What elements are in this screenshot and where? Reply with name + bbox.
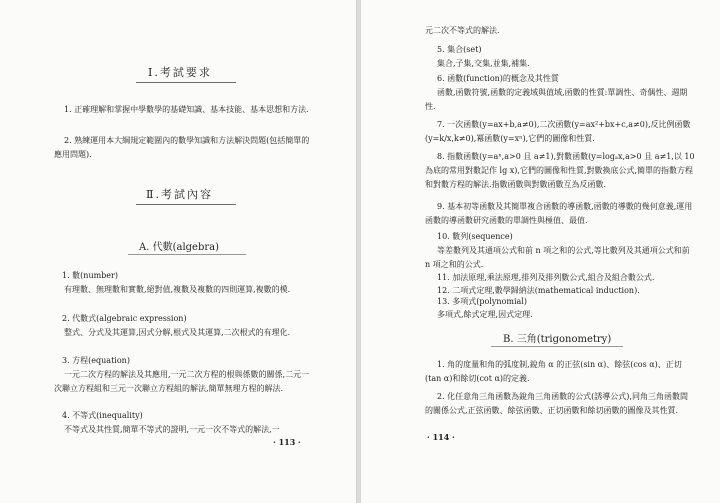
- continued-line: 元二次不等式的解法.: [425, 26, 500, 35]
- item-heading: 4. 不等式(inequality): [62, 411, 143, 420]
- section-title-requirements: Ⅰ.考試要求: [148, 66, 212, 79]
- item-heading: 12. 二項式定理,數學歸納法(mathematical induction).: [437, 286, 640, 295]
- page-number: · 114 ·: [427, 432, 455, 442]
- part-b-title: B. 三角(trigonometry): [503, 334, 612, 345]
- section-title-content: Ⅱ.考試內容: [146, 188, 213, 201]
- title-underline: [136, 82, 236, 83]
- trig-item: 2. 化任意角三角函數為銳角三角函數的公式(誘導公式),同角三角函數間的關係公式,正弦函數、餘弦函數、正切函數和餘切函數的圖像及其性質.: [425, 392, 688, 415]
- item-heading: 10. 數列(sequence): [437, 232, 513, 241]
- item-body: 函數,函數符號,函數的定義域與值域,函數的性質:單調性、奇偶性、週期性.: [425, 88, 688, 111]
- item-body: 多項式,餘式定理,因式定理.: [437, 310, 533, 319]
- part-a-title: A. 代數(algebra): [139, 242, 220, 253]
- requirement-1: 1. 正確理解和掌握中學數學的基礎知識、基本技能、基本思想和方法.: [64, 105, 309, 114]
- page-number: · 113 ·: [273, 437, 301, 447]
- title-underline: [136, 204, 236, 205]
- item-heading: 6. 函數(function)的概念及其性質: [437, 74, 559, 83]
- left-page: [0, 0, 357, 503]
- item-heading: 2. 代數式(algebraic expression): [62, 314, 187, 323]
- item-body: 等差數列及其通項公式和前 n 項之和的公式,等比數列及其通項公式和前 n 項之和的公式.: [425, 246, 690, 269]
- item-heading: 11. 加法原理,乘法原理,排列及排列數公式,組合及組合數公式.: [437, 273, 655, 282]
- title-underline: [128, 254, 246, 255]
- item-body: 9. 基本初等函數及其簡單複合函數的導函數,函數的導數的幾何意義,運用函數的導函數研究函數的單調性與極值、最值.: [425, 202, 693, 225]
- item-body: 不等式及其性質,簡單不等式的證明,一元一次不等式的解法,一: [64, 425, 280, 434]
- title-underline: [491, 346, 623, 347]
- item-heading: 13. 多項式(polynomial): [437, 297, 527, 306]
- item-body: 7. 一次函數(y=ax+b,a≠0),二次函數(y=ax²+bx+c,a≠0),反比例函數(y=k/x,k≠0),冪函數(y=xⁿ),它們的圖像和性質.: [425, 120, 691, 143]
- item-body: 8. 指數函數(y=aˣ,a>0 且 a≠1),對數函數(y=logₐx,a>0 且 a≠1,以 10 為底的常用對數記作 lg x),它們的圖像和性質,對數換底公式,簡單的指數方程和對數方程的解法.指數函數與對數函數互為反函數.: [425, 152, 695, 189]
- item-body: 集合,子集,交集,並集,補集.: [437, 59, 530, 68]
- item-heading: 3. 方程(equation): [62, 356, 130, 365]
- item-heading: 5. 集合(set): [437, 45, 482, 54]
- trig-item: 1. 角的度量和角的弧度制,銳角 α 的正弦(sin α)、餘弦(cos α)、正切(tan α)和餘切(cot α)的定義.: [425, 360, 682, 383]
- requirement-2: 2. 熟練運用本大綱規定範圍內的數學知識和方法解決問題(包括簡單的應用問題).: [54, 136, 310, 159]
- item-body: 有理數、無理數和實數,絕對值,複數及複數的四則運算,複數的模.: [64, 285, 291, 294]
- item-body: 整式、分式及其運算,因式分解,根式及其運算,二次根式的有理化.: [64, 328, 291, 337]
- right-page: [360, 0, 720, 503]
- item-body: 一元二次方程的解法及其應用,一元二次方程的根與係數的關係,二元一次聯立方程組和三元一次聯立方程組的解法,簡單無理方程的解法.: [54, 370, 310, 393]
- item-heading: 1. 數(number): [62, 271, 118, 280]
